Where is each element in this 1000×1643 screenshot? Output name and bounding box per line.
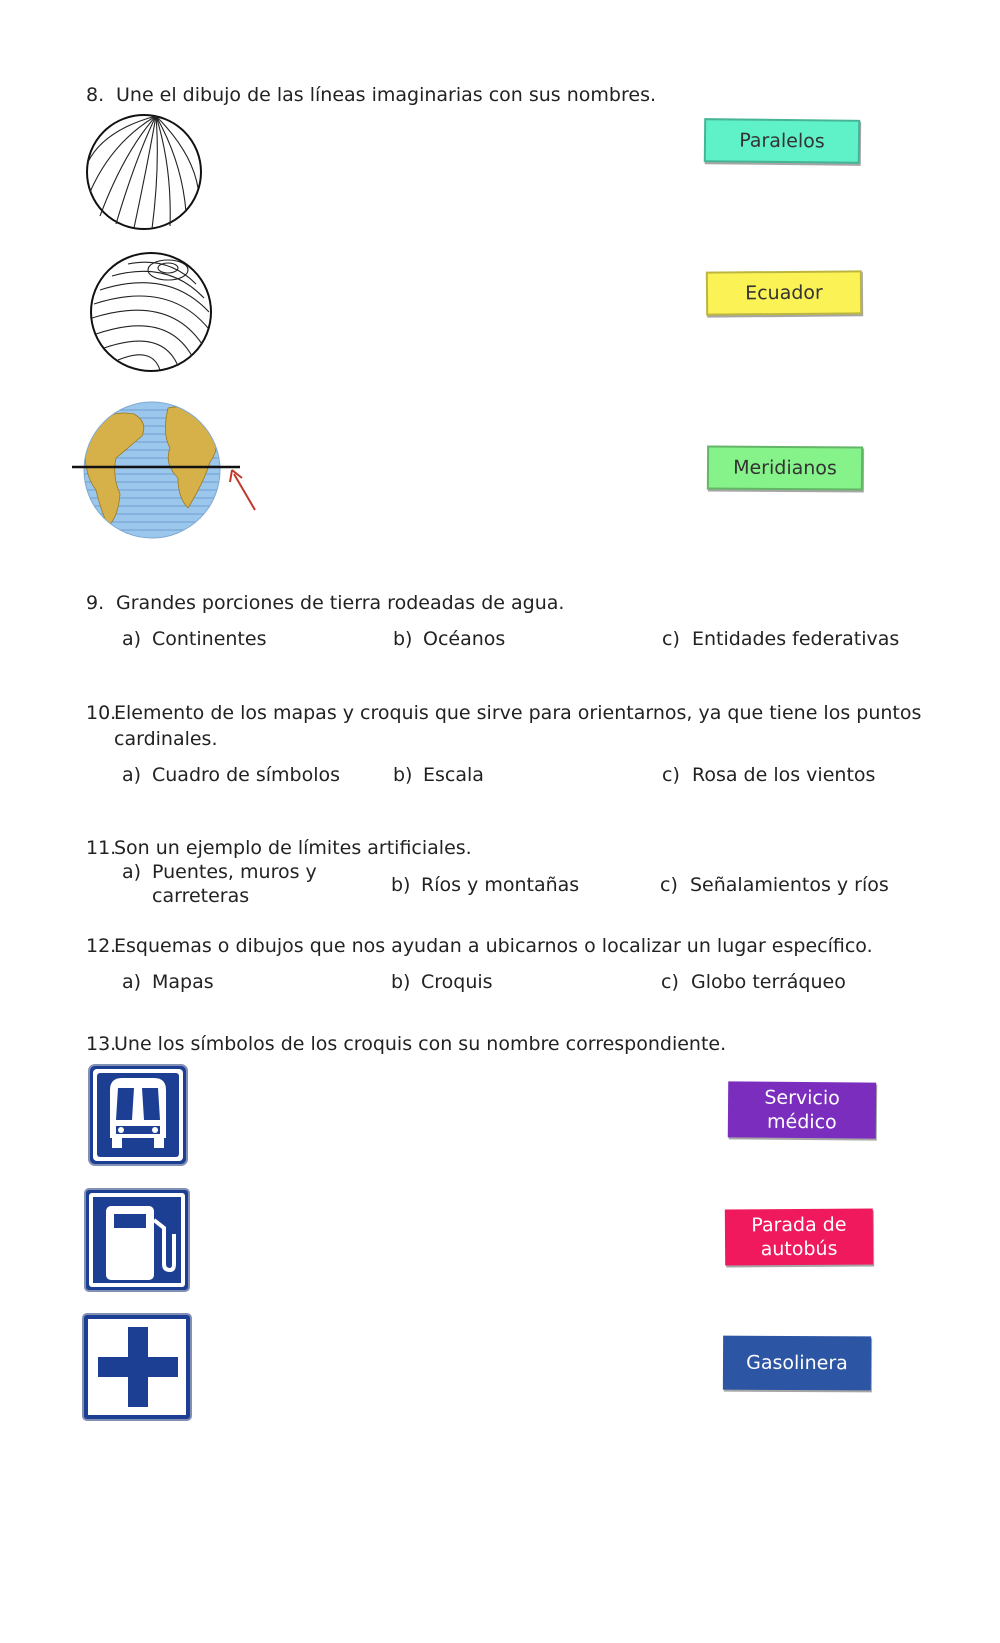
question-number: 11.: [86, 837, 117, 859]
option-letter: c): [662, 628, 680, 650]
meridians-globe-image: [84, 112, 206, 232]
option-letter: a): [122, 628, 142, 650]
question-text: Une el dibujo de las líneas imaginarias con sus nombres.: [116, 84, 657, 106]
question-number: 8.: [86, 84, 105, 106]
question-text: Son un ejemplo de límites artificiales.: [114, 837, 472, 859]
option-letter: a): [122, 861, 142, 883]
label-paralelos[interactable]: [704, 118, 860, 164]
option-text: Puentes, muros y: [152, 861, 317, 883]
label-gasolinera[interactable]: [723, 1336, 871, 1391]
option-text: Croquis: [421, 971, 493, 993]
option-b[interactable]: [393, 763, 484, 787]
option-c[interactable]: [661, 970, 846, 994]
label-text: Parada de autobús: [751, 1213, 847, 1261]
option-a[interactable]: [122, 860, 317, 908]
option-text: Cuadro de símbolos: [152, 764, 341, 786]
label-text: Meridianos: [733, 456, 837, 480]
label-servicio-medico[interactable]: [728, 1081, 876, 1138]
question-12: [86, 933, 940, 959]
option-letter: a): [122, 971, 142, 993]
option-b[interactable]: [393, 627, 505, 651]
option-a[interactable]: [122, 763, 340, 787]
label-text: Paralelos: [739, 129, 825, 153]
gas-station-sign-icon: [84, 1188, 190, 1292]
option-text: Escala: [423, 764, 484, 786]
question-11: [86, 835, 940, 861]
option-text: Ríos y montañas: [421, 874, 580, 896]
option-letter: b): [391, 874, 411, 896]
question-text: Grandes porciones de tierra rodeadas de agua.: [116, 592, 565, 614]
question-number: 12.: [86, 935, 117, 957]
option-letter: b): [391, 971, 411, 993]
option-text: Océanos: [423, 628, 506, 650]
option-letter: a): [122, 764, 142, 786]
label-ecuador[interactable]: [706, 270, 862, 315]
label-text: Gasolinera: [746, 1351, 848, 1375]
question-text-continued: cardinales.: [114, 728, 218, 750]
option-text: Entidades federativas: [692, 628, 900, 650]
label-parada-de-autobus[interactable]: [725, 1208, 873, 1265]
parallels-globe-image: [88, 250, 216, 374]
option-text: Mapas: [152, 971, 214, 993]
option-letter: c): [660, 874, 678, 896]
option-letter: b): [393, 764, 413, 786]
option-c[interactable]: [660, 873, 889, 897]
option-a[interactable]: [122, 970, 214, 994]
option-b[interactable]: [391, 873, 579, 897]
question-13: [86, 1031, 940, 1057]
option-text: Continentes: [152, 628, 267, 650]
equator-globe-image: [72, 398, 262, 544]
option-text-continued: carreteras: [152, 885, 250, 907]
question-10: [86, 700, 940, 752]
option-text: Señalamientos y ríos: [690, 874, 889, 896]
option-b[interactable]: [391, 970, 493, 994]
option-text: Rosa de los vientos: [692, 764, 876, 786]
question-text: Elemento de los mapas y croquis que sirve para orientarnos, ya que tiene los puntos: [114, 702, 922, 724]
label-text: Ecuador: [745, 281, 823, 305]
medical-service-sign-icon: [82, 1313, 192, 1421]
question-number: 9.: [86, 592, 105, 614]
question-number: 10.: [86, 702, 117, 724]
option-letter: b): [393, 628, 413, 650]
question-9: [86, 590, 940, 616]
question-number: 13.: [86, 1033, 117, 1055]
question-text: Une los símbolos de los croquis con su nombre correspondiente.: [114, 1033, 727, 1055]
option-letter: c): [662, 764, 680, 786]
option-c[interactable]: [662, 763, 875, 787]
option-text: Globo terráqueo: [691, 971, 846, 993]
question-8: [86, 82, 940, 108]
option-c[interactable]: [662, 627, 899, 651]
label-meridianos[interactable]: [707, 445, 863, 490]
label-text: Servicio médico: [764, 1086, 840, 1134]
bus-stop-sign-icon: [88, 1064, 188, 1166]
option-a[interactable]: [122, 627, 266, 651]
option-letter: c): [661, 971, 679, 993]
question-text: Esquemas o dibujos que nos ayudan a ubicarnos o localizar un lugar específico.: [114, 935, 873, 957]
